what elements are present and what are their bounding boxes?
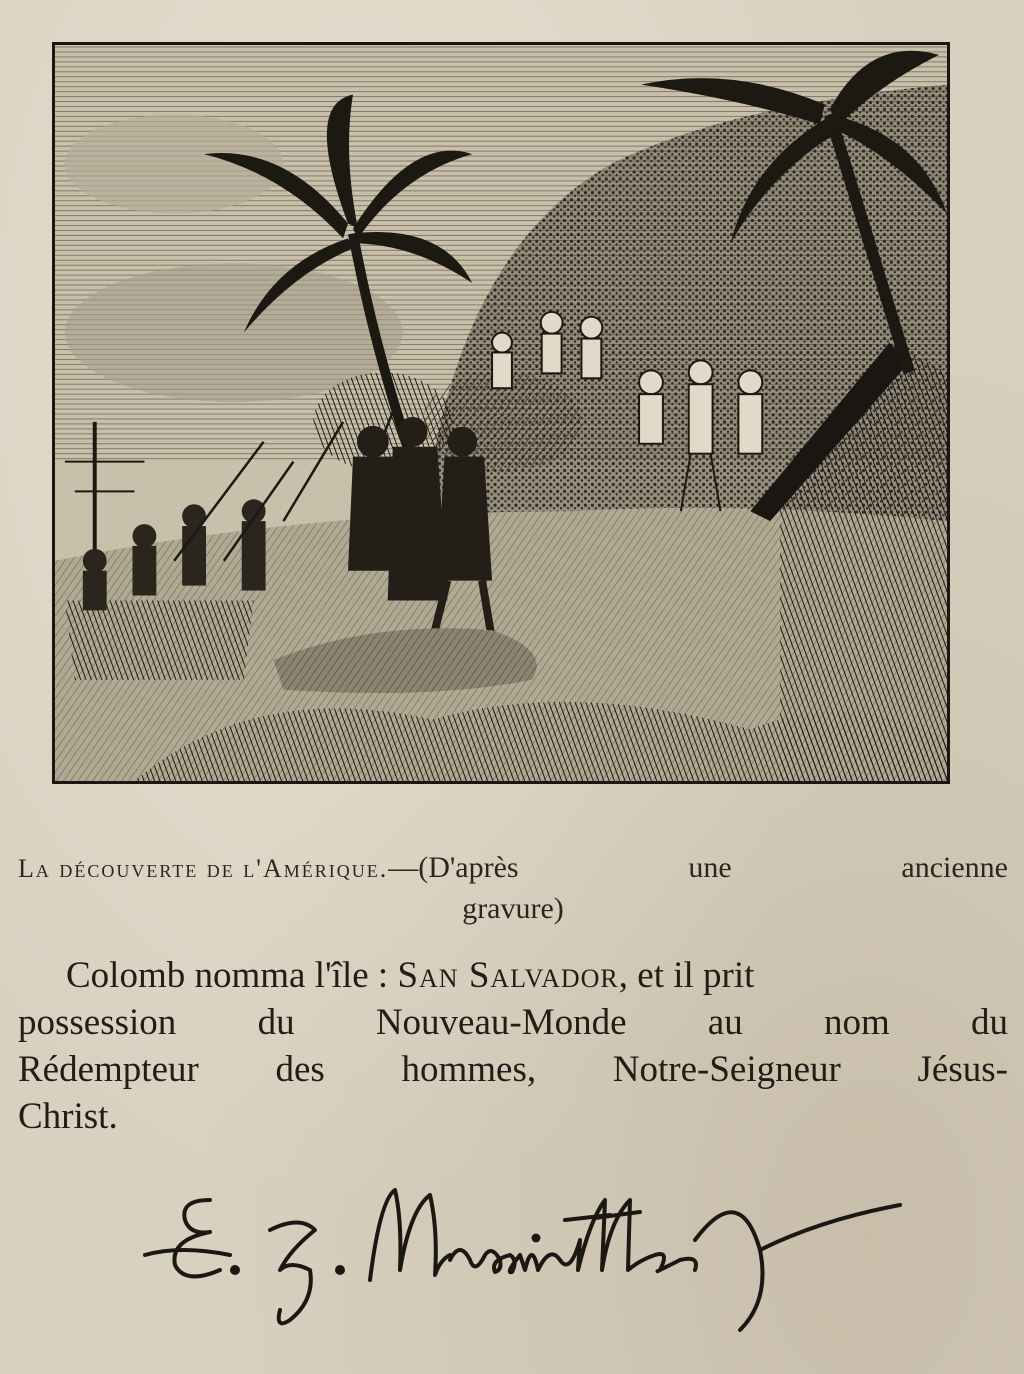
body-word: Rédempteur (18, 1049, 199, 1090)
caption-dash: — (388, 851, 419, 884)
caption-line-2: gravure) (462, 892, 564, 925)
place-name: San Salvador (397, 955, 619, 996)
body-word: nom (823, 1002, 890, 1043)
caption-line-1 (18, 848, 1008, 889)
body-word: Notre-Seigneur (612, 1049, 841, 1090)
body-word: du (257, 1002, 295, 1043)
body-word: Nouveau-Monde (375, 1002, 627, 1043)
body-line-1-end: , et il prit (618, 955, 755, 996)
caption-word-2: une (688, 851, 732, 884)
body-line-4 (18, 1093, 1008, 1140)
body-line-1-text (66, 952, 754, 999)
caption-word-3: ancienne (901, 851, 1008, 884)
body-line-1-start: Colomb nomma l'île : (66, 955, 389, 996)
engraving-image (55, 45, 947, 781)
body-line-2 (18, 999, 1008, 1046)
illustration-caption (18, 848, 1008, 929)
body-paragraph (18, 952, 1008, 1140)
handwritten-signature (140, 1160, 960, 1350)
caption-title: La découverte de l'Amérique. (18, 854, 389, 883)
body-word: des (275, 1049, 325, 1090)
body-word: au (707, 1002, 743, 1043)
caption-word-1: (D'après (418, 851, 519, 884)
body-word: possession (18, 1002, 177, 1043)
body-line-1 (18, 952, 1008, 999)
body-word: Jésus- (917, 1049, 1008, 1090)
body-word: du (971, 1002, 1008, 1043)
body-word: hommes, (401, 1049, 537, 1090)
engraving-illustration (52, 42, 950, 784)
body-line-3 (18, 1046, 1008, 1093)
body-word: Christ. (18, 1096, 118, 1137)
signature-icon (140, 1160, 960, 1350)
